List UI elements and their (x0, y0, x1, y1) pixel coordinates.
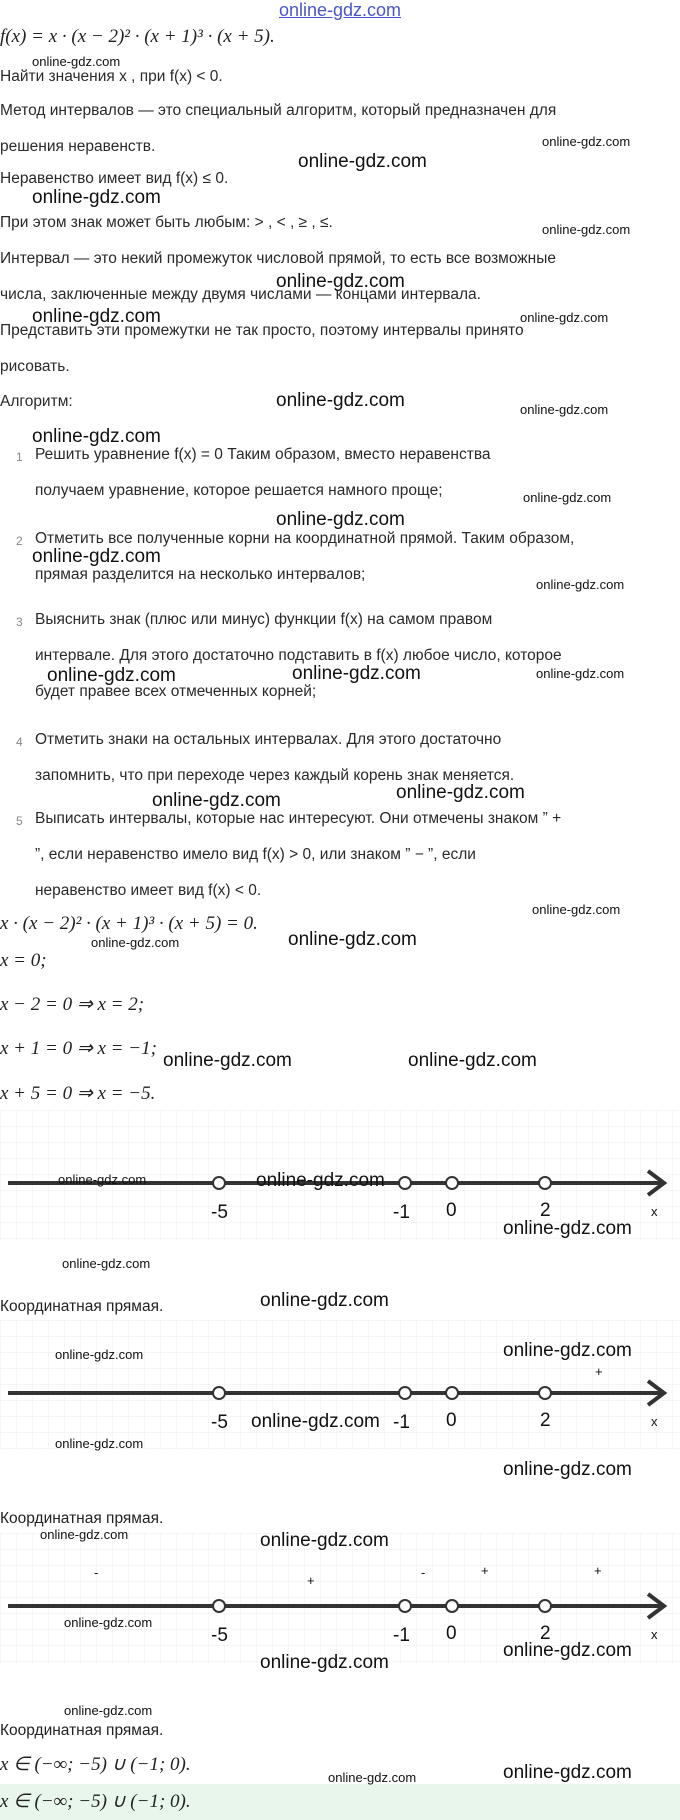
watermark: online-gdz.com (256, 1170, 385, 1191)
watermark: online-gdz.com (55, 1347, 144, 1362)
watermark: online-gdz.com (298, 151, 427, 172)
draw-text-line2: рисовать. (0, 358, 70, 375)
watermark: online-gdz.com (32, 426, 161, 447)
final-answer-box (0, 1784, 680, 1820)
function-definition: f(x) = x · (x − 2)² · (x + 1)³ · (x + 5). (0, 26, 275, 47)
root-4: x + 5 = 0 ⇒ x = −5. (0, 1083, 156, 1104)
axis-label: x (651, 1627, 658, 1642)
sign-label: + (594, 1563, 602, 1578)
sign-label: + (481, 1563, 489, 1578)
axis-label: x (651, 1414, 658, 1429)
watermark: online-gdz.com (532, 902, 621, 917)
step-number: 1 (16, 450, 23, 464)
answer: x ∈ (−∞; −5) ∪ (−1; 0). (0, 1754, 191, 1775)
watermark: online-gdz.com (328, 1770, 417, 1785)
step-3-line1: Выяснить знак (плюс или минус) функции f(x) на самом правом (35, 611, 493, 628)
watermark: online-gdz.com (396, 782, 525, 803)
method-text-line1: Метод интервалов — это специальный алгоритм, который предназначен для (0, 102, 557, 119)
root-point (213, 1600, 225, 1612)
step-1-line2: получаем уравнение, которое решается намного проще; (35, 482, 443, 499)
root-point (539, 1600, 551, 1612)
watermark: online-gdz.com (163, 1050, 292, 1071)
task-text: Найти значения x , при f(x) < 0. (0, 68, 223, 85)
site-brand-link[interactable]: online-gdz.com (278, 0, 402, 20)
sign-any-text: При этом знак может быть любым: > , < , ≥ , ≤. (0, 214, 333, 231)
watermark: online-gdz.com (32, 306, 161, 327)
interval-def-line1: Интервал — это некий промежуток числовой прямой, то есть все возможные (0, 250, 556, 267)
root-point (399, 1177, 411, 1189)
step-2-line2: прямая разделится на несколько интервалов; (35, 566, 366, 583)
watermark: online-gdz.com (260, 1530, 389, 1551)
watermark: online-gdz.com (276, 390, 405, 411)
watermark: online-gdz.com (55, 1436, 144, 1451)
tick-label: -1 (393, 1202, 410, 1223)
watermark: online-gdz.com (91, 935, 180, 950)
step-1-line1: Решить уравнение f(x) = 0 Таким образом, вместо неравенства (35, 446, 491, 463)
equation: x · (x − 2)² · (x + 1)³ · (x + 5) = 0. (0, 913, 258, 934)
number-line-caption: Координатная прямая. (0, 1510, 164, 1527)
watermark: online-gdz.com (523, 490, 612, 505)
watermark: online-gdz.com (260, 1290, 389, 1311)
tick-label: -1 (393, 1625, 410, 1646)
step-5-line1: Выписать интервалы, которые нас интересуют. Они отмечены знаком ” + (35, 810, 562, 827)
tick-label: -5 (211, 1412, 228, 1433)
watermark: online-gdz.com (503, 1340, 632, 1361)
watermark: online-gdz.com (276, 271, 405, 292)
watermark: online-gdz.com (536, 577, 625, 592)
step-number: 4 (16, 735, 23, 749)
watermark: online-gdz.com (542, 222, 631, 237)
root-3: x + 1 = 0 ⇒ x = −1; (0, 1038, 157, 1059)
step-4-line2: запомнить, что при переходе через каждый корень знак меняется. (35, 767, 515, 784)
tick-label: 0 (446, 1410, 457, 1431)
watermark: online-gdz.com (64, 1615, 153, 1630)
watermark: online-gdz.com (288, 929, 417, 950)
root-point (446, 1387, 458, 1399)
tick-label: 2 (540, 1200, 551, 1221)
axis-label: x (651, 1204, 658, 1219)
draw-text-line1: Представить эти промежутки не так просто, поэтому интервалы принято (0, 322, 524, 339)
watermark: online-gdz.com (260, 1652, 389, 1673)
root-1: x = 0; (0, 950, 47, 971)
watermark: online-gdz.com (520, 310, 609, 325)
algorithm-label: Алгоритм: (0, 393, 73, 410)
watermark: online-gdz.com (47, 665, 176, 686)
watermark: online-gdz.com (503, 1762, 632, 1783)
tick-label: -5 (211, 1625, 228, 1646)
step-5-line3: неравенство имеет вид f(x) < 0. (35, 882, 262, 899)
watermark: online-gdz.com (251, 1411, 380, 1432)
watermark: online-gdz.com (40, 1527, 129, 1542)
step-number: 5 (16, 814, 23, 828)
tick-label: 2 (540, 1410, 551, 1431)
root-point (539, 1177, 551, 1189)
root-point (539, 1387, 551, 1399)
tick-label: -1 (393, 1412, 410, 1433)
interval-def-line2: числа, заключенные между двумя числами — концами интервала. (0, 286, 481, 303)
root-point (213, 1387, 225, 1399)
watermark: online-gdz.com (64, 1703, 153, 1718)
final-answer: x ∈ (−∞; −5) ∪ (−1; 0). (0, 1791, 191, 1812)
root-point (446, 1600, 458, 1612)
step-3-line3: будет правее всех отмеченных корней; (35, 683, 317, 700)
tick-label: 0 (446, 1623, 457, 1644)
sign-label: - (94, 1565, 99, 1580)
watermark: online-gdz.com (32, 54, 121, 69)
step-number: 2 (16, 534, 23, 548)
tick-label: 0 (446, 1200, 457, 1221)
watermark: online-gdz.com (503, 1459, 632, 1480)
watermark: online-gdz.com (62, 1256, 151, 1271)
watermark: online-gdz.com (408, 1050, 537, 1071)
sign-label: - (421, 1565, 426, 1580)
root-point (446, 1177, 458, 1189)
root-point (399, 1600, 411, 1612)
watermark: online-gdz.com (152, 790, 281, 811)
watermark: online-gdz.com (58, 1172, 147, 1187)
watermark: online-gdz.com (292, 663, 421, 684)
tick-label: -5 (211, 1202, 228, 1223)
step-4-line1: Отметить знаки на остальных интервалах. Для этого достаточно (35, 731, 502, 748)
sign-label: + (595, 1364, 603, 1379)
watermark: online-gdz.com (520, 402, 609, 417)
watermark: online-gdz.com (542, 134, 631, 149)
watermark: online-gdz.com (32, 546, 161, 567)
step-3-line2: интервале. Для этого достаточно подставить в f(x) любое число, которое (35, 647, 562, 664)
watermark: online-gdz.com (536, 666, 625, 681)
root-point (399, 1387, 411, 1399)
step-5-line2: ”, если неравенство имело вид f(x) > 0, или знаком ” − ”, если (35, 846, 476, 863)
root-point (213, 1177, 225, 1189)
method-text-line2: решения неравенств. (0, 138, 156, 155)
number-line-caption: Координатная прямая. (0, 1298, 164, 1315)
number-line-caption: Координатная прямая. (0, 1722, 164, 1739)
watermark: online-gdz.com (32, 187, 161, 208)
step-2-line1: Отметить все полученные корни на координатной прямой. Таким образом, (35, 530, 575, 547)
watermark: online-gdz.com (276, 509, 405, 530)
inequality-form-text: Неравенство имеет вид f(x) ≤ 0. (0, 170, 229, 187)
sign-label: + (307, 1573, 315, 1588)
watermark: online-gdz.com (503, 1218, 632, 1239)
root-2: x − 2 = 0 ⇒ x = 2; (0, 994, 145, 1015)
tick-label: 2 (540, 1623, 551, 1644)
step-number: 3 (16, 615, 23, 629)
watermark: online-gdz.com (503, 1640, 632, 1661)
